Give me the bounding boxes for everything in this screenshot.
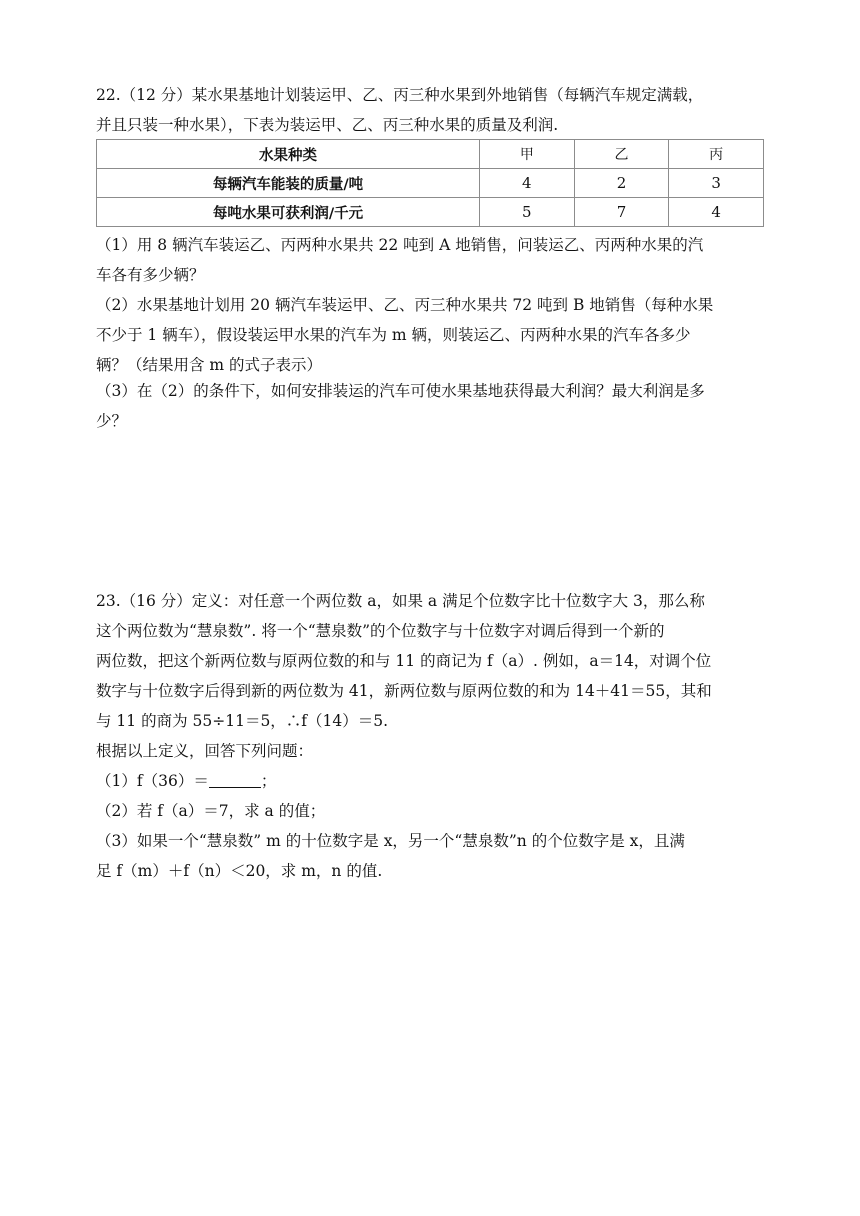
table-header-cell: 乙: [574, 140, 669, 169]
q23-def-line-5: 与 11 的商为 55÷11＝5，∴f（14）＝5.: [96, 712, 389, 730]
table-header-cell: 水果种类: [97, 140, 480, 169]
table-cell: 2: [574, 169, 669, 198]
table-cell: 5: [480, 198, 575, 227]
table-row-label: 每辆汽车能装的质量/吨: [97, 169, 480, 198]
q22-part-1: [96, 230, 766, 290]
q22-part-2-line-2: 不少于 1 辆车），假设装运甲水果的汽车为 m 辆，则装运乙、丙两种水果的汽车各多少: [96, 326, 691, 344]
q23-part-2: （2）若 f（a）＝7，求 a 的值；: [96, 802, 326, 820]
table-row-label: 每吨水果可获利润/千元: [97, 198, 480, 227]
table-header-cell: 甲: [480, 140, 575, 169]
q22-intro-line-2: 并且只装一种水果），下表为装运甲、乙、丙三种水果的质量及利润.: [96, 116, 559, 134]
q22-part-2-line-1: （2）水果基地计划用 20 辆汽车装运甲、乙、丙三种水果共 72 吨到 B 地销售（每种水果: [96, 296, 714, 314]
answer-blank[interactable]: [209, 771, 261, 788]
q22-part-2-line-3: 辆？（结果用含 m 的式子表示）: [96, 356, 323, 374]
q22-part-1-line-1: （1）用 8 辆汽车装运乙、丙两种水果共 22 吨到 A 地销售，问装运乙、丙两种水果的汽: [96, 236, 704, 254]
q22-part-3-line-2: 少？: [96, 412, 128, 430]
table-header-row: [97, 140, 764, 169]
q23-def-line-4: 数字与十位数字后得到新的两位数为 41，新两位数与原两位数的和为 14＋41＝55，其和: [96, 682, 712, 700]
q22-part-3-line-1: （3）在（2）的条件下，如何安排装运的汽车可使水果基地获得最大利润？最大利润是多: [96, 382, 705, 400]
q22-part-2: [96, 290, 766, 380]
q22-intro-line-1: 22.（12 分）某水果基地计划装运甲、乙、丙三种水果到外地销售（每辆汽车规定满载，: [96, 86, 704, 104]
q23-def-line-1: 23.（16 分）定义：对任意一个两位数 a，如果 a 满足个位数字比十位数字大 3，那么称: [96, 592, 705, 610]
q23-part-1-end: ；: [260, 772, 277, 790]
table-cell: 3: [669, 169, 764, 198]
q23-def-line-2: 这个两位数为“慧泉数”. 将一个“慧泉数”的个位数字与十位数字对调后得到一个新的: [96, 622, 665, 640]
q23-part-3-line-2: 足 f（m）＋f（n）＜20，求 m，n 的值.: [96, 862, 383, 880]
table-cell: 4: [669, 198, 764, 227]
q23-part-1-text: （1）f（36）＝: [96, 772, 209, 790]
q23-def-line-3: 两位数，把这个新两位数与原两位数的和与 11 的商记为 f（a）. 例如，a＝14，对调个位: [96, 652, 712, 670]
table-row: [97, 198, 764, 227]
fruit-table: [96, 139, 764, 227]
table-cell: 4: [480, 169, 575, 198]
q23-prompt: 根据以上定义，回答下列问题：: [96, 742, 314, 760]
table-header-cell: 丙: [669, 140, 764, 169]
q23-part-3-line-1: （3）如果一个“慧泉数” m 的十位数字是 x，另一个“慧泉数”n 的个位数字是 x，且满: [96, 832, 685, 850]
q23-definition: [96, 586, 766, 886]
table-row: [97, 169, 764, 198]
table-cell: 7: [574, 198, 669, 227]
q22-intro: [96, 80, 766, 140]
q22-part-1-line-2: 车各有多少辆？: [96, 266, 205, 284]
q22-part-3: [96, 376, 766, 436]
q23-part-1: [96, 766, 766, 796]
